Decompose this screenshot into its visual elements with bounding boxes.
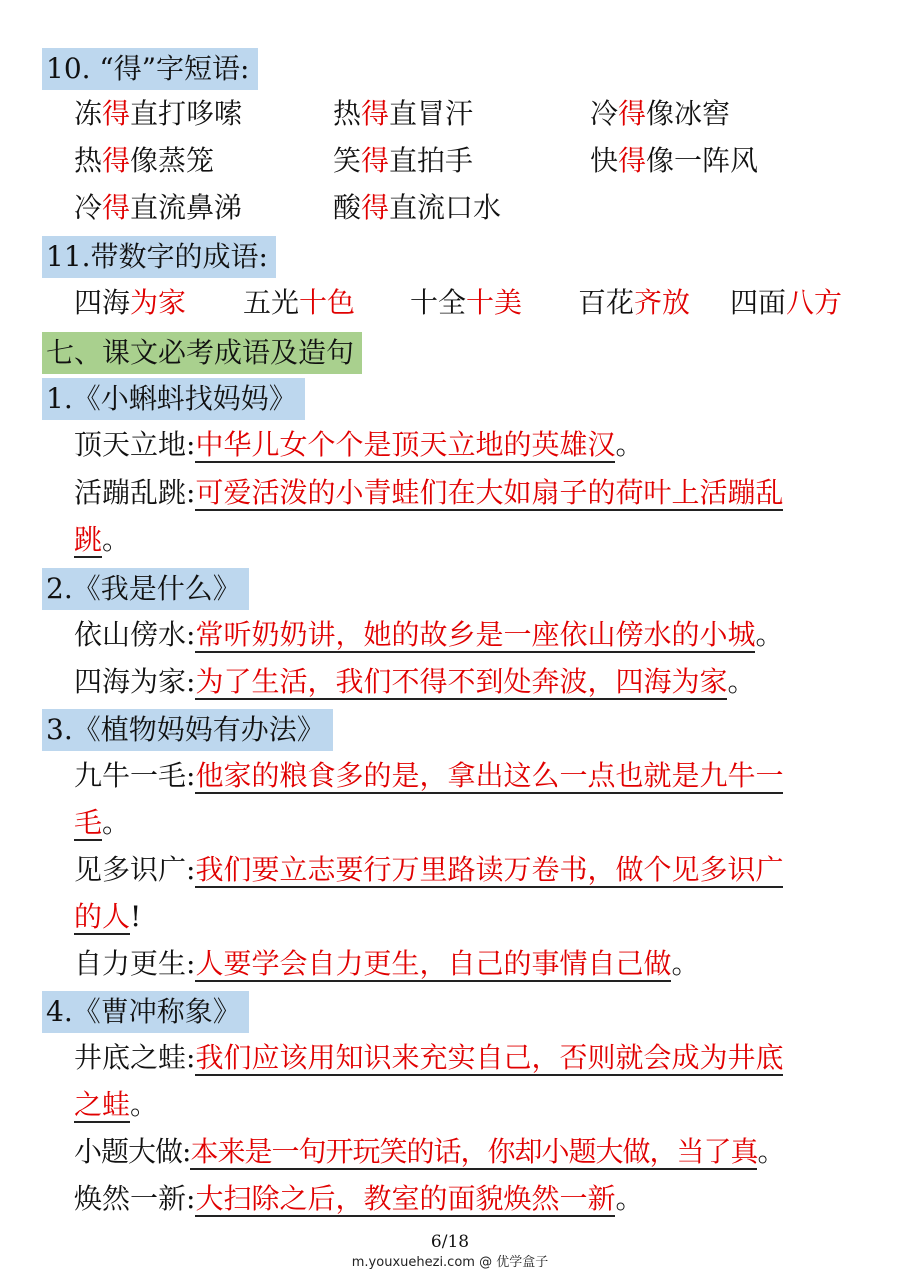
sentence-huobengluantiao: 活蹦乱跳:可爱活泼的小青蛙们在大如扇子的荷叶上活蹦乱 <box>74 476 784 509</box>
part-7-heading: 七、课文必考成语及造句 <box>42 332 362 374</box>
number-idiom-2: 五光十色 <box>243 286 356 319</box>
sentence-huanranyixin: 焕然一新:大扫除之后，教室的面貌焕然一新。 <box>74 1182 644 1215</box>
number-idiom-5: 四面八方 <box>730 286 843 319</box>
de-phrase-6: 快得像一阵风 <box>590 144 759 177</box>
de-phrase-1: 冻得直打哆嗦 <box>74 97 243 130</box>
lesson-4-heading: 4.《曹冲称象》 <box>42 991 249 1033</box>
sentence-yishanbangshui: 依山傍水:常听奶奶讲，她的故乡是一座依山傍水的小城。 <box>74 618 784 651</box>
page-number: 6/18 <box>430 1232 470 1252</box>
sentence-jianduoshiguang-cont: 的人! <box>74 900 142 933</box>
sentence-jiuniuyimao-cont: 毛。 <box>74 806 131 839</box>
sentence-jianduoshiguang: 见多识广:我们要立志要行万里路读万卷书，做个见多识广 <box>74 853 784 886</box>
sentence-sihaiweijia: 四海为家:为了生活，我们不得不到处奔波，四海为家。 <box>74 665 756 698</box>
site-watermark: m.youxuehezi.com @ 优学盒子 <box>351 1255 549 1270</box>
number-idiom-1: 四海为家 <box>74 286 187 319</box>
sentence-jiuniuyimao: 九牛一毛:他家的粮食多的是，拿出这么一点也就是九牛一 <box>74 759 784 792</box>
sentence-dingtianlidi: 顶天立地:中华儿女个个是顶天立地的英雄汉。 <box>74 428 644 461</box>
section-10-heading: 10. “得”字短语: <box>42 48 258 90</box>
lesson-3-heading: 3.《植物妈妈有办法》 <box>42 709 333 751</box>
de-phrase-2: 热得直冒汗 <box>333 97 474 130</box>
de-phrase-5: 笑得直拍手 <box>333 144 474 177</box>
sentence-xiaotidazuo: 小题大做:本来是一句开玩笑的话，你却小题大做，当了真。 <box>74 1135 785 1168</box>
de-phrase-8: 酸得直流口水 <box>333 191 502 224</box>
sentence-jingdizhiwa: 井底之蛙:我们应该用知识来充实自己，否则就会成为井底 <box>74 1041 784 1074</box>
sentence-ziligengsheng: 自力更生:人要学会自力更生，自己的事情自己做。 <box>74 947 700 980</box>
lesson-2-heading: 2.《我是什么》 <box>42 568 249 610</box>
sentence-jingdizhiwa-cont: 之蛙。 <box>74 1088 159 1121</box>
section-11-heading: 11.带数字的成语: <box>42 236 276 278</box>
de-phrase-4: 热得像蒸笼 <box>74 144 215 177</box>
number-idiom-3: 十全十美 <box>410 286 523 319</box>
sentence-huobengluantiao-cont: 跳。 <box>74 523 131 556</box>
lesson-1-heading: 1.《小蝌蚪找妈妈》 <box>42 378 305 420</box>
number-idiom-4: 百花齐放 <box>578 286 691 319</box>
de-phrase-3: 冷得像冰窖 <box>590 97 731 130</box>
de-phrase-7: 冷得直流鼻涕 <box>74 191 243 224</box>
